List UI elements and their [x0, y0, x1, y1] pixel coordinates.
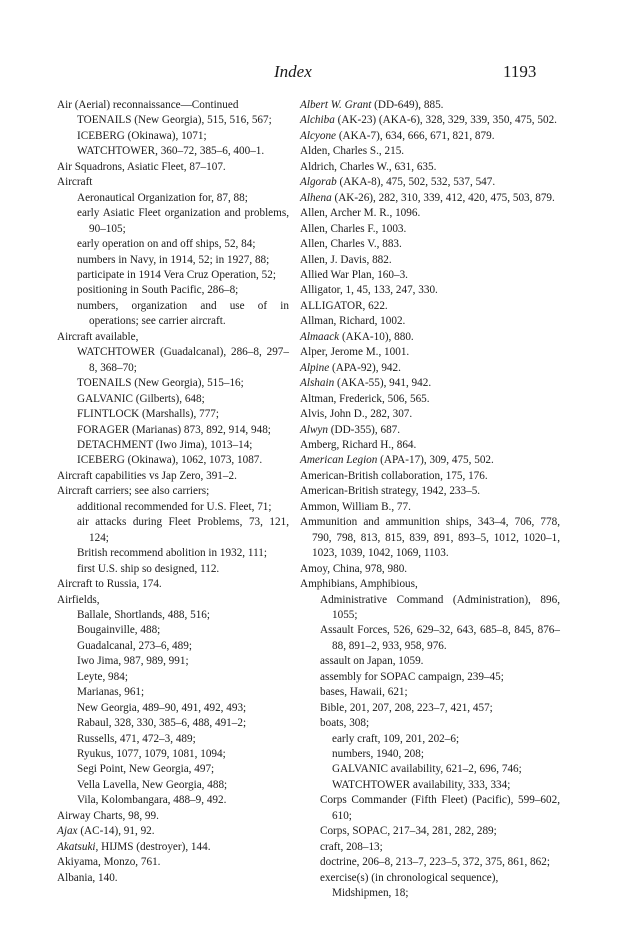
index-entry — [300, 206, 560, 221]
index-entry-text: Ammon, William B., 77. — [300, 500, 411, 513]
running-head — [0, 62, 640, 86]
index-entry-text: GALVANIC (Gilberts), 648; — [77, 392, 205, 405]
index-entry-text: exercise(s) (in chronological sequence), — [320, 871, 499, 884]
index-entry — [300, 840, 560, 855]
index-entry — [300, 654, 560, 669]
index-entry-text: Marianas, 961; — [77, 686, 145, 699]
index-entry-text: boats, 308; — [320, 717, 370, 730]
index-entry-text: Air Squadrons, Asiatic Fleet, 87–107. — [57, 160, 226, 173]
index-entry-text: Akiyama, Monzo, 761. — [57, 856, 161, 869]
index-entry — [300, 175, 560, 190]
index-entry-text: Allen, Archer M. R., 1096. — [300, 207, 421, 220]
index-entry-text: ICEBERG (Okinawa), 1062, 1073, 1087. — [77, 454, 263, 467]
index-entry — [57, 840, 289, 855]
index-entry-text: ALLIGATOR, 622. — [300, 299, 388, 312]
index-entry — [300, 701, 560, 716]
index-entry — [57, 484, 289, 499]
index-entry-text: Altman, Frederick, 506, 565. — [300, 392, 430, 405]
index-entry — [300, 268, 560, 283]
index-entry-text: (AKA-8), 475, 502, 532, 537, 547. — [336, 176, 496, 189]
index-entry — [57, 593, 289, 608]
index-entry — [57, 500, 289, 515]
index-entry-text: Allen, Charles F., 1003. — [300, 222, 407, 235]
index-entry — [57, 469, 289, 484]
index-entry — [300, 623, 560, 654]
index-entry-text: Vella Lavella, New Georgia, 488; — [77, 778, 228, 791]
index-entry-text: air attacks during Fleet Problems, 73, 121, 124; — [77, 516, 289, 544]
index-entry-text: doctrine, 206–8, 213–7, 223–5, 372, 375, 861, 862; — [320, 856, 550, 869]
index-entry-ship-name: Albert W. Grant — [300, 99, 372, 111]
index-entry-text: Airfields, — [57, 593, 100, 606]
index-entry-text: Vila, Kolombangara, 488–9, 492. — [77, 794, 227, 807]
index-entry — [57, 268, 289, 283]
index-entry-text: Corps Commander (Fifth Fleet) (Pacific), 599–602, 610; — [320, 794, 560, 822]
index-entry — [57, 423, 289, 438]
index-entry-ship-name: Almaack — [300, 330, 340, 343]
index-entry — [300, 855, 560, 870]
index-entry — [300, 423, 560, 438]
index-entry — [57, 608, 289, 623]
index-entry-text: Airway Charts, 98, 99. — [57, 809, 159, 822]
index-entry-text: Aircraft capabilities vs Jap Zero, 391–2. — [57, 469, 237, 482]
index-entry — [300, 314, 560, 329]
index-entry-text: Alden, Charles S., 215. — [300, 145, 405, 158]
index-entry — [57, 701, 289, 716]
index-entry — [300, 747, 560, 762]
index-entry-text: HIJMS (destroyer), 144. — [98, 840, 211, 853]
index-entry — [300, 593, 560, 624]
index-entry-text: WATCHTOWER availability, 333, 334; — [332, 778, 511, 791]
index-entry-text: assault on Japan, 1059. — [320, 655, 424, 668]
index-entry — [57, 747, 289, 762]
index-entry-text: (AKA-10), 880. — [339, 330, 414, 343]
index-entry-ship-name: Alshain — [300, 377, 335, 390]
index-entry-text: FORAGER (Marianas) 873, 892, 914, 948; — [77, 423, 271, 436]
index-column-left — [57, 98, 289, 886]
index-entry-text: Assault Forces, 526, 629–32, 643, 685–8, 845, 876–88, 891–2, 933, 958, 976. — [320, 624, 560, 652]
index-entry — [300, 453, 560, 468]
index-entry — [300, 577, 560, 592]
index-entry — [57, 778, 289, 793]
index-entry — [57, 376, 289, 391]
index-entry-text: American-British strategy, 1942, 233–5. — [300, 485, 481, 498]
index-entry-text: Aeronautical Organization for, 87, 88; — [77, 191, 248, 204]
index-entry-text: Guadalcanal, 273–6, 489; — [77, 639, 192, 652]
index-entry — [57, 623, 289, 638]
index-entry — [57, 639, 289, 654]
index-entry — [57, 175, 289, 190]
index-entry — [57, 809, 289, 824]
index-entry-text: numbers in Navy, in 1914, 52; in 1927, 88; — [77, 253, 270, 266]
index-entry — [57, 546, 289, 561]
index-entry-text: Aircraft available, — [57, 330, 139, 343]
page-title: Index — [274, 62, 312, 81]
index-entry-text: (AK-23) (AKA-6), 328, 329, 339, 350, 475, 502. — [334, 114, 557, 127]
index-entry-text: Amoy, China, 978, 980. — [300, 562, 408, 575]
index-entry-text: (APA-92), 942. — [329, 361, 401, 374]
index-entry — [300, 500, 560, 515]
index-entry-ship-name: Alchiba — [300, 114, 335, 127]
index-entry — [57, 670, 289, 685]
index-entry-text: Corps, SOPAC, 217–34, 281, 282, 289; — [320, 825, 497, 838]
index-entry — [300, 283, 560, 298]
index-entry-text: Allen, Charles V., 883. — [300, 238, 402, 251]
index-entry — [300, 515, 560, 561]
index-entry-text: American-British collaboration, 175, 176. — [300, 469, 488, 482]
index-entry — [300, 392, 560, 407]
index-entry-ship-name: Algorab — [300, 176, 337, 189]
index-entry — [57, 855, 289, 870]
index-entry — [57, 98, 289, 113]
index-entry — [300, 871, 560, 886]
index-entry-text: (DD-355), 687. — [327, 423, 401, 436]
index-entry — [57, 562, 289, 577]
index-entry-text: additional recommended for U.S. Fleet, 71; — [77, 500, 272, 513]
index-entry-text: WATCHTOWER (Guadalcanal), 286–8, 297–8, 368–70; — [77, 346, 289, 374]
index-entry — [300, 129, 560, 144]
index-entry — [57, 237, 289, 252]
index-entry-text: (AC-14), 91, 92. — [77, 825, 155, 838]
index-entry — [57, 515, 289, 546]
index-entry — [300, 778, 560, 793]
index-entry-ship-name: Alwyn — [300, 423, 328, 436]
index-entry — [300, 793, 560, 824]
index-entry-text: Allied War Plan, 160–3. — [300, 268, 408, 281]
index-entry-text: Midshipmen, 18; — [332, 887, 409, 900]
index-entry-text: numbers, organization and use of in operations; see carrier aircraft. — [77, 299, 289, 328]
index-entry — [300, 191, 560, 206]
index-entry-text: early Asiatic Fleet organization and problems, 90–105; — [77, 207, 289, 235]
index-entry — [300, 361, 560, 376]
index-entry-text: Bible, 201, 207, 208, 223–7, 421, 457; — [320, 701, 493, 714]
index-entry — [300, 685, 560, 700]
index-entry-text: (DD-649), 885. — [371, 99, 444, 111]
index-entry — [300, 824, 560, 839]
index-entry — [57, 685, 289, 700]
index-entry — [57, 453, 289, 468]
index-entry-text: Albania, 140. — [57, 871, 118, 884]
index-entry — [57, 392, 289, 407]
index-entry-text: GALVANIC availability, 621–2, 696, 746; — [332, 763, 522, 776]
index-entry-text: TOENAILS (New Georgia), 515, 516, 567; — [77, 114, 272, 127]
index-entry — [300, 716, 560, 731]
index-entry — [57, 160, 289, 175]
index-entry-text: Aircraft — [57, 176, 93, 189]
index-entry-text: Amphibians, Amphibious, — [300, 578, 418, 591]
index-entry-ship-name: Ajax — [57, 825, 78, 838]
index-entry-text: early operation on and off ships, 52, 84; — [77, 238, 256, 251]
index-entry-text: Bougainville, 488; — [77, 624, 161, 637]
index-entry — [300, 299, 560, 314]
index-entry — [57, 716, 289, 731]
index-entry-text: Air (Aerial) reconnaissance—Continued — [57, 99, 239, 111]
index-entry — [300, 438, 560, 453]
index-entry-text: (APA-17), 309, 475, 502. — [377, 454, 494, 467]
index-entry — [300, 886, 560, 901]
index-entry — [300, 237, 560, 252]
index-entry-text: Aldrich, Charles W., 631, 635. — [300, 160, 437, 173]
index-entry-text: Allman, Richard, 1002. — [300, 315, 406, 328]
index-entry-text: Ammunition and ammunition ships, 343–4, 706, 778, 790, 798, 813, 815, 839, 891, 893–5, 1012, 1020–1, 1023, 1039, 1042, 1069, 1103. — [300, 516, 560, 560]
index-entry-text: FLINTLOCK (Marshalls), 777; — [77, 408, 220, 421]
index-entry-text: numbers, 1940, 208; — [332, 748, 424, 761]
index-entry-text: first U.S. ship so designed, 112. — [77, 562, 220, 575]
page-number: 1193 — [503, 62, 537, 81]
index-entry — [300, 376, 560, 391]
index-entry-ship-name: Alpine — [300, 361, 330, 374]
index-entry — [300, 160, 560, 175]
index-entry-text: Alligator, 1, 45, 133, 247, 330. — [300, 284, 438, 297]
index-entry-text: early craft, 109, 201, 202–6; — [332, 732, 460, 745]
index-entry — [300, 330, 560, 345]
index-entry-text: Russells, 471, 472–3, 489; — [77, 732, 196, 745]
index-entry-text: WATCHTOWER, 360–72, 385–6, 400–1. — [77, 145, 265, 158]
index-entry — [300, 762, 560, 777]
index-entry — [300, 144, 560, 159]
index-entry — [57, 732, 289, 747]
index-entry — [57, 191, 289, 206]
index-entry-text: (AK-26), 282, 310, 339, 412, 420, 475, 503, 879. — [331, 191, 555, 204]
index-entry — [57, 283, 289, 298]
index-entry — [300, 222, 560, 237]
index-entry — [300, 562, 560, 577]
index-entry-ship-name: Akatsuki, — [57, 840, 99, 853]
index-entry-text: assembly for SOPAC campaign, 239–45; — [320, 670, 504, 683]
index-entry-text: bases, Hawaii, 621; — [320, 686, 408, 699]
index-entry-text: Ballale, Shortlands, 488, 516; — [77, 608, 210, 621]
index-entry — [300, 484, 560, 499]
index-entry — [57, 206, 289, 237]
index-entry — [300, 469, 560, 484]
index-entry-text: Aircraft to Russia, 174. — [57, 578, 162, 591]
index-entry — [57, 871, 289, 886]
index-entry-text: Amberg, Richard H., 864. — [300, 438, 417, 451]
index-entry — [57, 330, 289, 345]
index-entry — [57, 824, 289, 839]
index-entry-text: New Georgia, 489–90, 491, 492, 493; — [77, 701, 247, 714]
index-entry-text: ICEBERG (Okinawa), 1071; — [77, 129, 207, 142]
index-entry — [300, 732, 560, 747]
index-entry-text: Ryukus, 1077, 1079, 1081, 1094; — [77, 748, 226, 761]
index-entry — [57, 129, 289, 144]
index-entry-text: Leyte, 984; — [77, 670, 128, 683]
index-entry — [300, 253, 560, 268]
index-entry-ship-name: Alcyone — [300, 129, 337, 142]
index-entry — [300, 113, 560, 128]
index-entry-text: Rabaul, 328, 330, 385–6, 488, 491–2; — [77, 717, 247, 730]
index-entry — [57, 762, 289, 777]
index-column-right — [300, 98, 560, 902]
index-entry — [300, 670, 560, 685]
index-entry-text: Segi Point, New Georgia, 497; — [77, 763, 215, 776]
index-entry — [300, 98, 560, 113]
index-entry-text: (AKA-55), 941, 942. — [334, 377, 432, 390]
index-entry — [300, 345, 560, 360]
index-entry-text: DETACHMENT (Iwo Jima), 1013–14; — [77, 438, 253, 451]
index-entry — [57, 793, 289, 808]
index-entry-ship-name: American Legion — [300, 454, 378, 467]
index-entry-text: British recommend abolition in 1932, 111; — [77, 547, 267, 560]
index-entry-text: TOENAILS (New Georgia), 515–16; — [77, 377, 244, 390]
index-entry-text: Alvis, John D., 282, 307. — [300, 408, 413, 421]
index-entry-text: (AKA-7), 634, 666, 671, 821, 879. — [336, 129, 495, 142]
index-entry-text: craft, 208–13; — [320, 840, 383, 853]
index-entry — [57, 345, 289, 376]
index-entry-text: participate in 1914 Vera Cruz Operation, 52; — [77, 268, 276, 281]
index-entry-ship-name: Alhena — [300, 191, 332, 204]
index-entry — [57, 654, 289, 669]
index-entry — [57, 407, 289, 422]
index-entry-text: Iwo Jima, 987, 989, 991; — [77, 655, 189, 668]
index-entry-text: Allen, J. Davis, 882. — [300, 253, 392, 266]
index-entry — [57, 577, 289, 592]
index-entry-text: Aircraft carriers; see also carriers; — [57, 485, 210, 498]
index-entry — [57, 299, 289, 330]
index-entry-text: positioning in South Pacific, 286–8; — [77, 284, 239, 297]
index-entry-text: Administrative Command (Administration), 896, 1055; — [320, 593, 560, 621]
index-entry — [57, 113, 289, 128]
index-entry — [57, 253, 289, 268]
index-entry — [57, 144, 289, 159]
index-entry-text: Alper, Jerome M., 1001. — [300, 346, 410, 359]
index-entry — [300, 407, 560, 422]
index-entry — [57, 438, 289, 453]
